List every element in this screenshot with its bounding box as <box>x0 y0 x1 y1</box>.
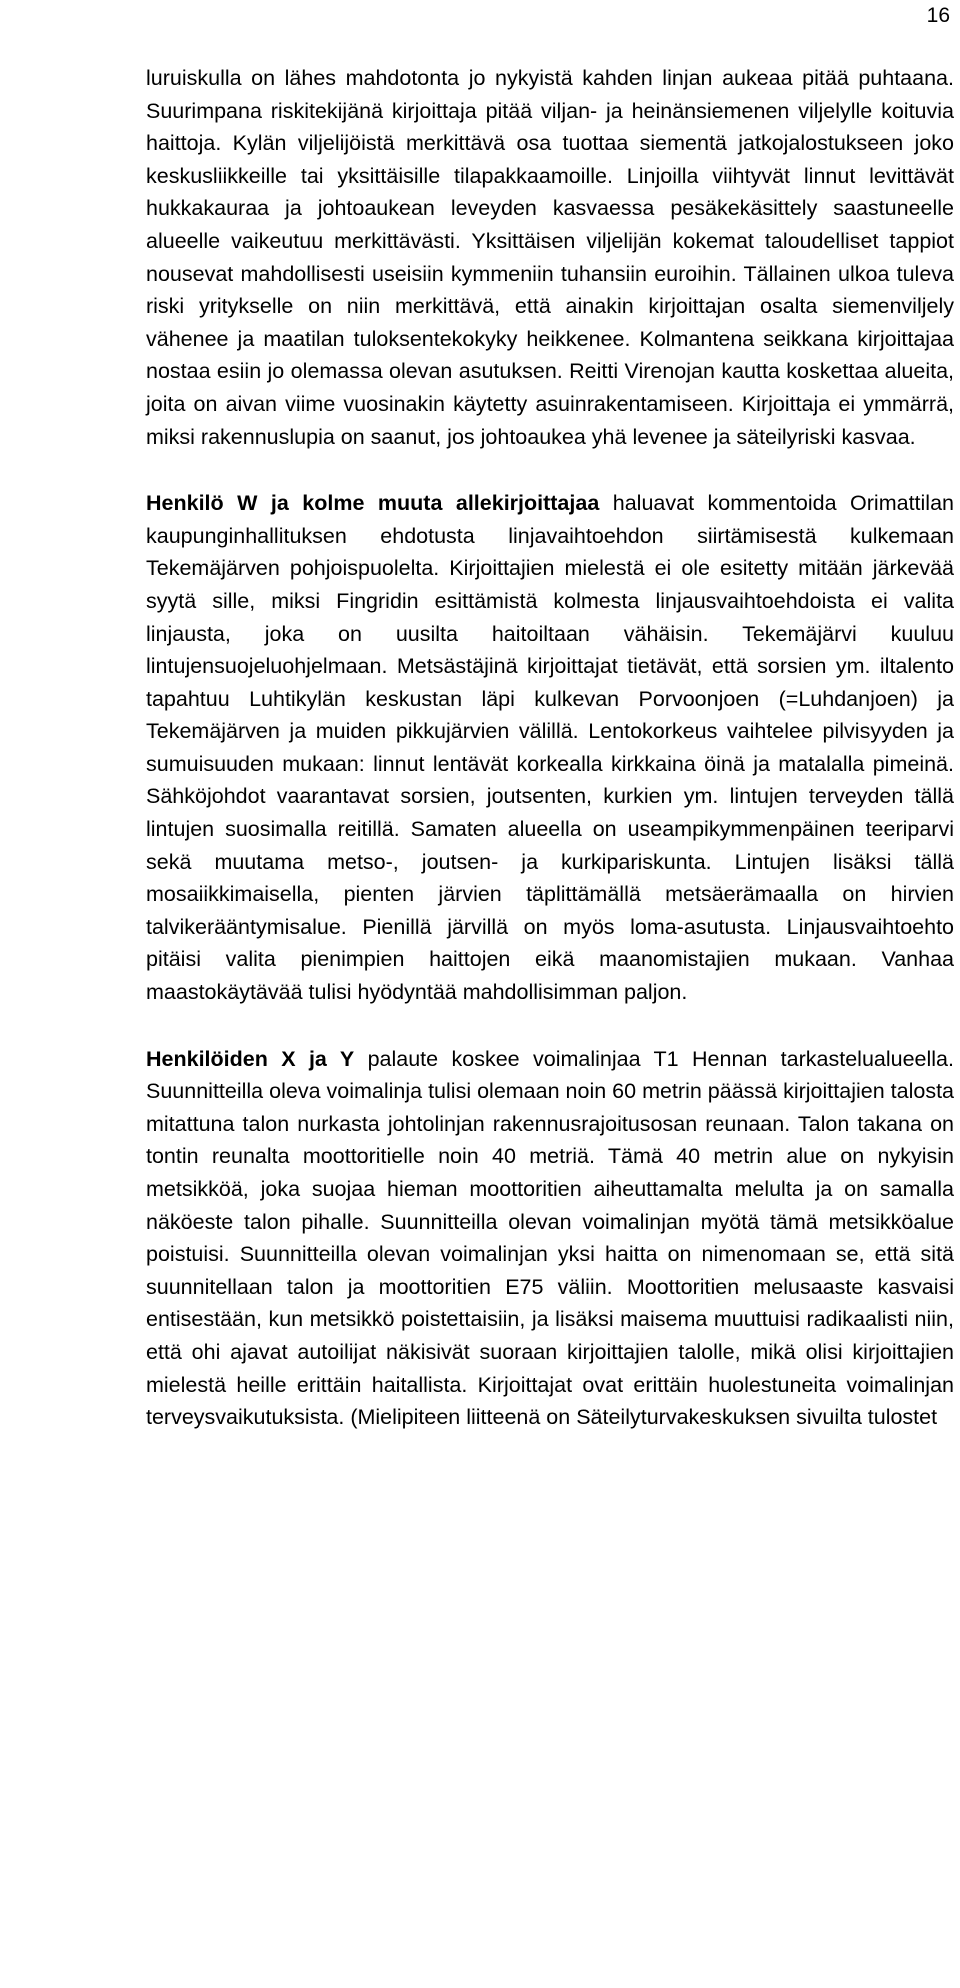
paragraph-2-text: haluavat kommentoida Orimattilan kaupunginhallituksen ehdotusta linjavaihtoehdon siirtämisestä kulkemaan Tekemäjärven pohjoispuolelta. Kirjoittajien mielestä ei ole esitetty mitään järkevää syytä sille, miksi Fingridin esittämistä kolmesta linjausvaihtoehdoista ei valita linjausta, joka on uusilta haitoiltaan vähäisin. Tekemäjärvi kuuluu lintujensuojeluohjelmaan. Metsästäjinä kirjoittajat tietävät, että sorsien ym. iltalento tapahtuu Luhtikylän keskustan läpi kulkevan Porvoonjoen (=Luhdanjoen) ja Tekemäjärven ja muiden pikkujärvien välillä. Lentokorkeus vaihtelee pilvisyyden ja sumuisuuden mukaan: linnut lentävät korkealla kirkkaina öinä ja matalalla pimeinä. Sähköjohdot vaarantavat sorsien, joutsenten, kurkien ym. lintujen terveyden tällä lintujen suosimalla reitillä. Samaten alueella on useampikymmenpäinen teeriparvi sekä muutama metso-, joutsen- ja kurkipariskunta. Lintujen lisäksi tällä mosaiikkimaisella, pienten järvien täplittämällä metsäerämaalla on hirvien talvikerääntymisalue. Pienillä järvillä on myös loma-asutusta. Linjausvaihtoehto pitäisi valita pienimpien haittojen eikä maanomistajien mukaan. Vanhaa maastokäytävää tulisi hyödyntää mahdollisimman paljon. <box>146 491 954 1005</box>
page-number: 16 <box>926 4 950 27</box>
paragraph-3-text: palaute koskee voimalinjaa T1 Hennan tarkastelualueella. Suunnitteilla oleva voimalinja tulisi olemaan noin 60 metrin päässä kirjoittajien talosta mitattuna talon nurkasta johtolinjan rakennusrajoitusosan reunaan. Talon takana on tontin reunalta moottoritielle noin 40 metriä. Tämä 40 metrin alue on nykyisin metsikköä, joka suojaa hieman moottoritien aiheuttamalta melulta ja on samalla näköeste talon pihalle. Suunnitteilla olevan voimalinjan myötä tämä metsikköalue poistuisi. Suunnitteilla olevan voimalinjan yksi haitta on nimenomaan se, että sitä suunnitellaan talon ja moottoritien E75 väliin. Moottoritien melusaaste kasvaisi entisestään, kun metsikkö poistettaisiin, ja lisäksi maisema muuttuisi radikaalisti niin, että ohi ajavat autoilijat näkisivät suoraan kirjoittajien talolle, mikä olisi kirjoittajien mielestä heille erittäin haitallista. Kirjoittajat ovat erittäin huolestuneita voimalinjan terveysvaikutuksista. (Mielipiteen liitteenä on Säteilyturvakeskuksen sivuilta tulostet <box>146 1046 954 1430</box>
paragraph-1 <box>146 62 954 453</box>
paragraph-1-text: luruiskulla on lähes mahdotonta jo nykyistä kahden linjan aukeaa pitää puhtaana. Suurimpana riskitekijänä kirjoittaja pitää viljan- ja heinänsiemenen viljelylle koituvia haittoja. Kylän viljelijöistä merkittävä osa tuottaa siementä jatkojalostukseen joko keskusliikkeille tai yksittäisille tilapakkaamoille. Linjoilla viihtyvät linnut levittävät hukkakauraa ja johtoaukean leveyden kasvaessa pesäkekäsittely saastuneelle alueelle vaikeutuu merkittävästi. Yksittäisen viljelijän kokemat taloudelliset tappiot nousevat mahdollisesti useisiin kymmeniin tuhansiin euroihin. Tällainen ulkoa tuleva riski yritykselle on niin merkittävä, että ainakin kirjoittajan osalta siemenviljely vähenee ja maatilan tuloksentekokyky heikkenee. Kolmantena seikkana kirjoittajaa nostaa esiin jo olemassa olevan asutuksen. Reitti Virenojan kautta koskettaa alueita, joita on aivan viime vuosinakin käytetty asuinrakentamiseen. Kirjoittaja ei ymmärrä, miksi rakennuslupia on saanut, jos johtoaukea yhä levenee ja säteilyriski kasvaa. <box>146 66 954 449</box>
paragraph-3 <box>146 1043 954 1434</box>
paragraph-3-lead: Henkilöiden X ja Y <box>146 1046 355 1071</box>
paragraph-2 <box>146 487 954 1009</box>
document-body <box>146 62 954 1434</box>
paragraph-2-lead: Henkilö W ja kolme muuta allekirjoittajaa <box>146 491 600 516</box>
